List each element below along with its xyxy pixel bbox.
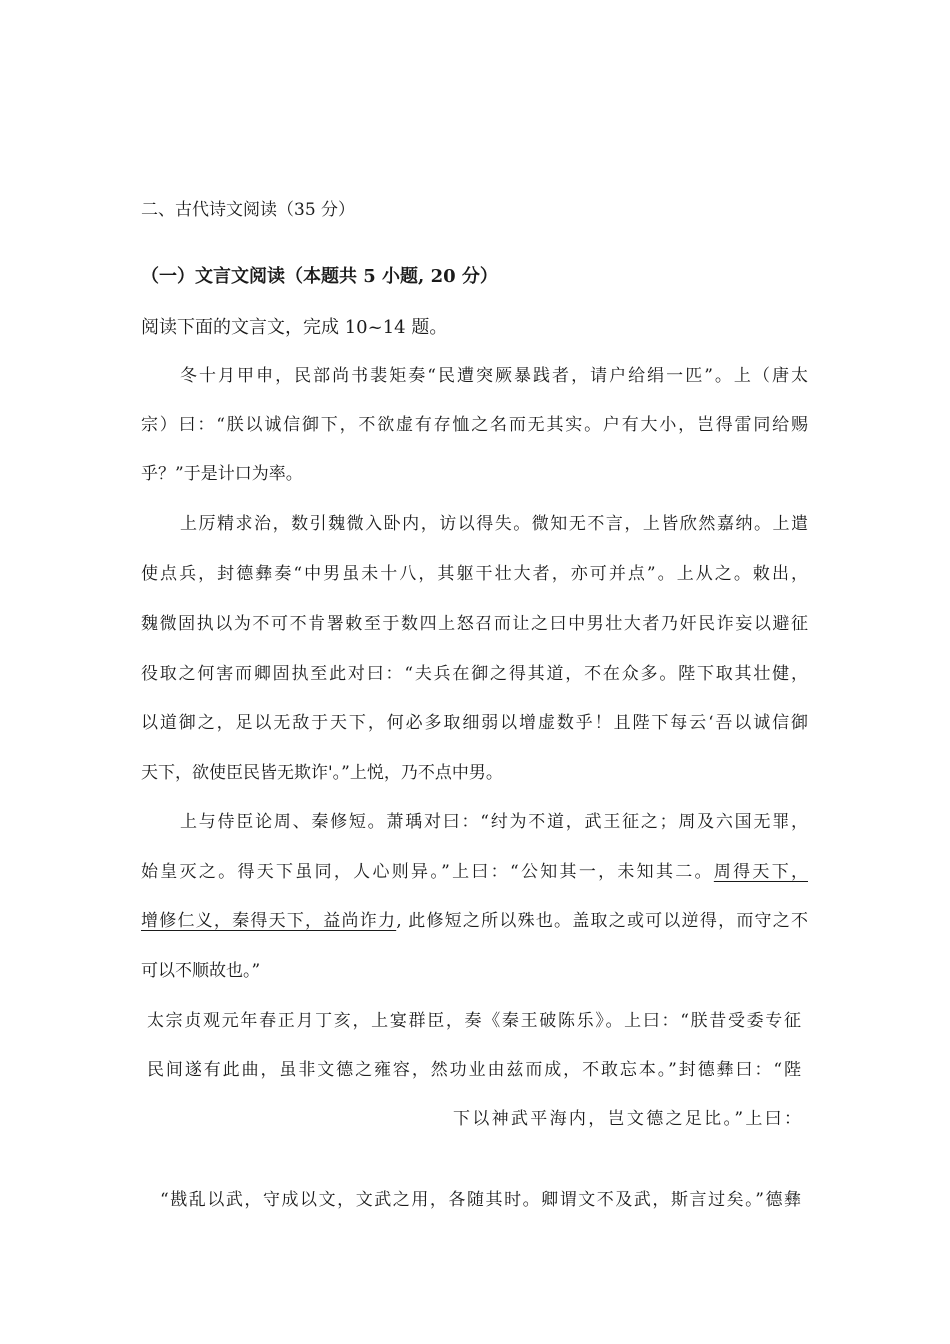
section-title: 二、古代诗文阅读（35 分） [141, 200, 356, 220]
paragraph-1-line-3: 乎？”于是计口为率。 [141, 464, 303, 484]
paragraph-4-line-1: 太宗贞观元年春正月丁亥，上宴群臣，奏《秦王破陈乐》。上曰：“朕昔受委专征 [147, 1011, 801, 1031]
paragraph-2-line-3: 魏微固执以为不可不肯署敕至于数四上怒召而让之曰中男壮大者乃奸民诈妄以避征 [141, 614, 808, 634]
paragraph-3-line-3-text: , 此修短之所以殊也。盖取之或可以逆得，而守之不 [396, 911, 808, 931]
instruction-text: 阅读下面的文言文，完成 10~14 题。 [141, 317, 448, 338]
paragraph-3-line-2 [141, 860, 808, 884]
paragraph-3-line-2-text: 始皇灭之。得天下虽同，人心则异。”上曰：“公知其一，未知其二。 [141, 862, 714, 882]
paragraph-3-line-3 [141, 909, 808, 933]
paragraph-2-line-4: 役取之何害而卿固执至此对曰：“夫兵在御之得其道，不在众多。陛下取其壮健， [141, 664, 808, 684]
paragraph-2-line-6: 天下，欲使臣民皆无欺诈'。”上悦，乃不点中男。 [141, 763, 503, 783]
paragraph-3-line-4: 可以不顺故也。” [141, 961, 261, 981]
paragraph-1-line-2: 宗）曰：“朕以诚信御下，不欲虚有存恤之名而无其实。户有大小，岂得雷同给赐 [141, 415, 808, 435]
paragraph-3-line-1: 上与侍臣论周、秦修短。萧瑀对曰：“纣为不道，武王征之；周及六国无罪， [180, 812, 808, 832]
paragraph-4-line-3: 下以神武平海内，岂文德之足比。”上曰： [453, 1109, 801, 1129]
paragraph-2-line-2: 使点兵，封德彝奏“中男虽未十八，其躯干壮大者，亦可并点”。上从之。敕出， [141, 564, 808, 584]
paragraph-4-line-4: “戡乱以武，守成以文，文武之用，各随其时。卿谓文不及武，斯言过矣。”德彝 [160, 1190, 801, 1210]
underlined-sentence-part-1: 周得天下， [713, 862, 808, 882]
underlined-sentence-part-2: 增修仁义，秦得天下，益尚诈力 [141, 911, 397, 931]
paragraph-1-line-1: 冬十月甲申，民部尚书裴矩奏“民遭突厥暴践者，请户给绢一匹”。上（唐太 [180, 366, 808, 386]
paragraph-2-line-5: 以道御之，足以无敌于天下，何必多取细弱以增虚数乎！且陛下每云‘吾以诚信御 [141, 713, 808, 733]
subsection-title: （一）文言文阅读（本题共 5 小题, 20 分） [141, 266, 498, 287]
paragraph-4-line-2: 民间遂有此曲，虽非文德之雍容，然功业由兹而成，不敢忘本。”封德彝曰：“陛 [147, 1060, 801, 1080]
paragraph-2-line-1: 上厉精求治，数引魏微入卧内，访以得失。微知无不言，上皆欣然嘉纳。上遣 [180, 514, 808, 534]
